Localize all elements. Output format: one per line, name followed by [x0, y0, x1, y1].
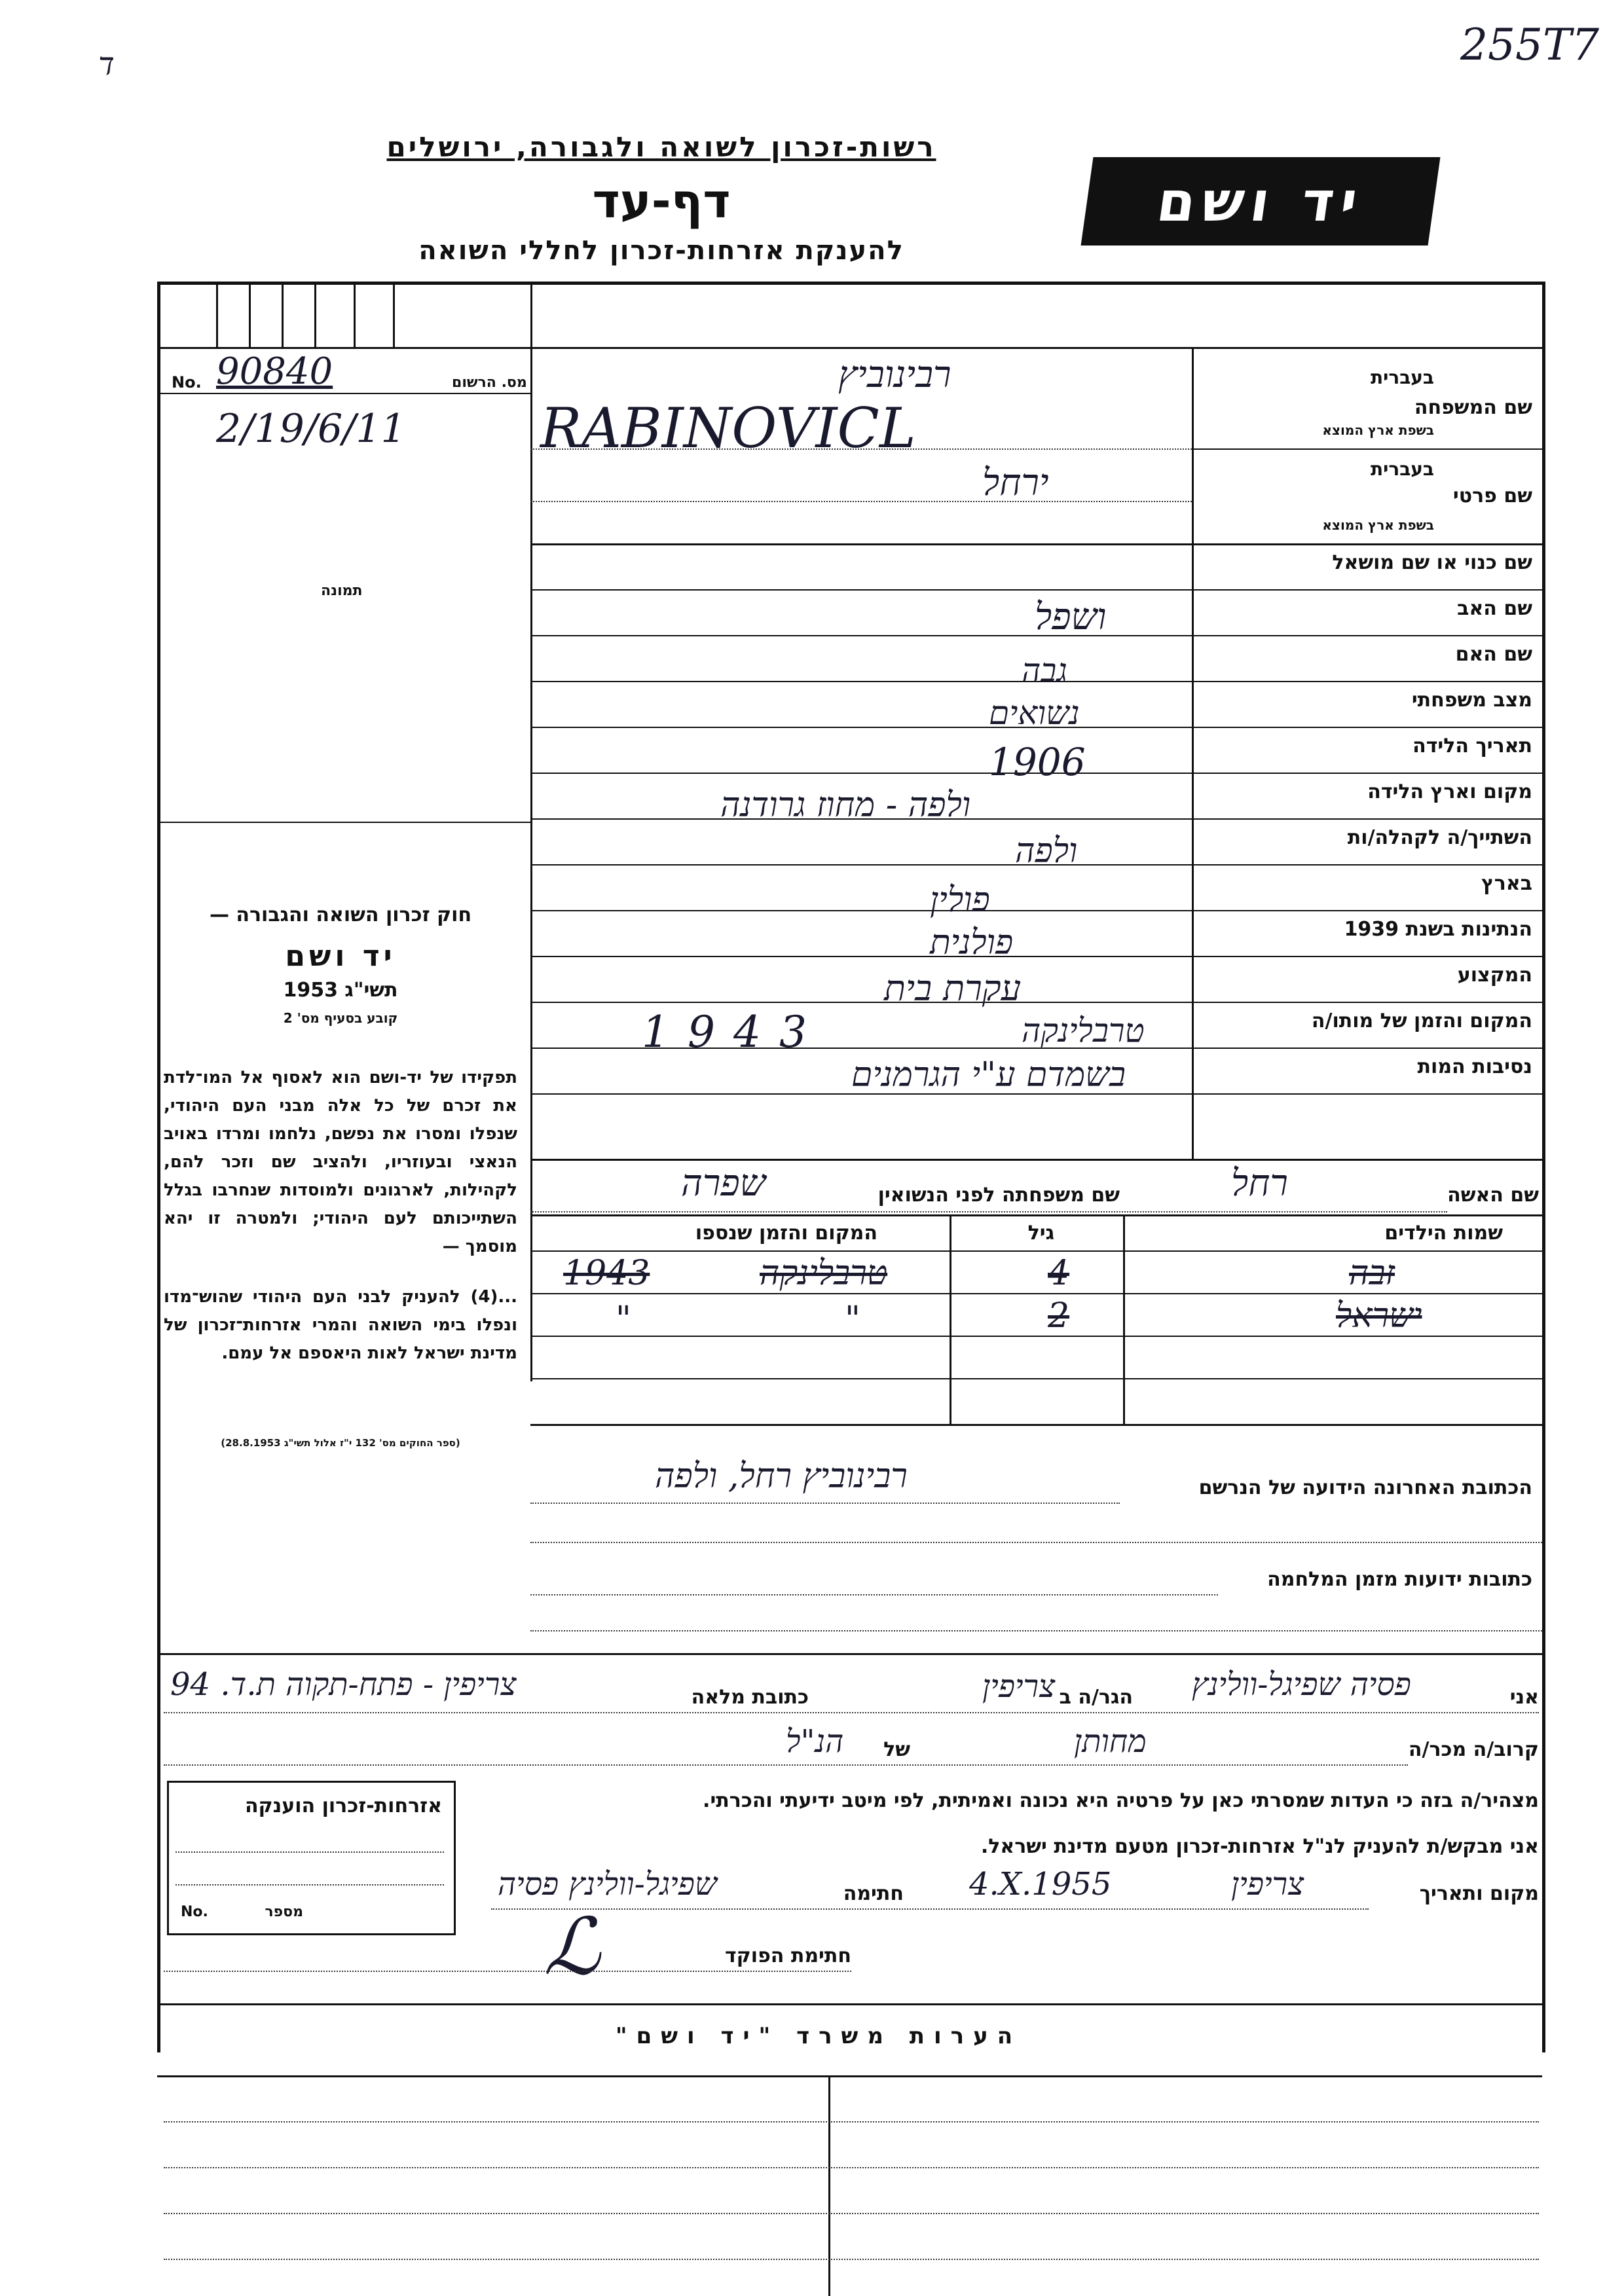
nickname-label: שם כנוי או שם מושאל — [1332, 551, 1532, 574]
yad-vashem-logo — [1081, 157, 1441, 246]
marital-value: נשואים — [989, 694, 1080, 732]
law-section: קובע בסעיף מס' 2 — [283, 1010, 398, 1026]
citizenship-box-title: אזרחות-זכרון הוענקה — [244, 1795, 442, 1817]
child-2-name: ישראל — [1336, 1296, 1422, 1336]
profession-label: המקצוע — [1457, 964, 1532, 987]
place-date-label: מקום ותאריך — [1419, 1882, 1539, 1905]
mother-label: שם האם — [1455, 643, 1532, 666]
registration-handwritten-code: 2/19/6/11 — [216, 406, 406, 452]
cause-value: בשמדם ע"י הגרמנים — [851, 1055, 1126, 1095]
cause-label: נסיבות המות — [1417, 1055, 1532, 1078]
community-label: השתייך/ה לקהלה/ות — [1347, 826, 1532, 849]
first-name-label: שם פרטי — [1452, 484, 1532, 507]
mother-value: גבה — [1022, 651, 1067, 689]
citizenship-label: הנתינות בשנת 1939 — [1344, 918, 1532, 941]
birthdate-value: 1906 — [989, 740, 1086, 784]
family-name-latin: RABINOVICL — [540, 396, 916, 460]
law-text-2: ...(4) להעניק לבני העם היהודי שהוש־מדו ונפלו בימי השואה והמרי אזרחות־זכרון של מדינת ישראל לאות היאספם אל עמם. — [164, 1287, 517, 1363]
relation-value: מחותן — [1074, 1723, 1147, 1760]
birthdate-label: תאריך הלידה — [1412, 735, 1532, 757]
date-value: 4.X.1955 — [969, 1866, 1112, 1903]
marital-label: מצב משפחתי — [1411, 689, 1532, 712]
relation-label: קרוב/ה מכר/ה — [1408, 1738, 1539, 1761]
last-address-label: הכתובת האחרונה הידועה של הנרשם — [1198, 1476, 1532, 1499]
law-name: יד ושם — [285, 939, 396, 973]
signature-label: חתימה — [843, 1882, 904, 1905]
declarant-name: פסיה שפיגל-וולינץ — [1192, 1666, 1411, 1703]
first-name-hebrew: ירחל — [982, 462, 1049, 504]
officer-signature-label: חתימת הפוקד — [725, 1944, 851, 1967]
children-names-header: שמות הילדים — [1384, 1222, 1503, 1245]
office-notes-title: הערות משרד "יד ושם" — [615, 2023, 1022, 2049]
country-value: פולין — [930, 881, 990, 920]
wife-value: רחל — [1231, 1162, 1288, 1205]
law-text-1: תפקידו של יד-ושם הוא לאסוף אל המו־לדת את זכרם של כל אלה מבני העם היהודי, שנפלו ומסרו את נפשם, נלחמו ומרדו באויב הנאצי ובעוזריו, ולהציב שם וזכר להם, לקהילות, לארגונים ולמוסדות שנחרבו בגלל השתייכותם לעם היהודי; ולמטרה זו יהא מוסמך — — [164, 1068, 517, 1256]
citizenship-box-number-label: מספר — [265, 1904, 303, 1920]
death-label: המקום והזמן של מותו/ה — [1311, 1010, 1532, 1032]
declaration-line-1: מצהיר/ה בזה כי העדות שמסרתי כאן על פרטיה היא נכונה ואמיתית, לפי מיטב ידיעתי והכרתי. — [703, 1789, 1539, 1812]
family-name-label: שם המשפחה — [1414, 396, 1532, 419]
father-label: שם האב — [1457, 597, 1532, 620]
declarant-address-label: כתובת מלאה — [691, 1686, 809, 1709]
child-1-place: טרבלינקה — [760, 1254, 888, 1293]
first-hebrew-label: בעברית — [1370, 458, 1434, 480]
of-label: של — [883, 1738, 910, 1761]
maiden-value: שפרה — [681, 1162, 766, 1205]
place-value: צריפין — [1231, 1866, 1304, 1903]
citizenship-box-no-label: No. — [181, 1904, 208, 1920]
declaration-line-2: אני מבקש/ת להעניק לנ"ל אזרחות-זכרון מטעם מדינת ישראל. — [980, 1835, 1539, 1858]
law-year: תשי"ג 1953 — [283, 979, 398, 1002]
birthplace-value: ולפה - מחוז גרודנה — [720, 786, 971, 825]
of-value: הנ"ל — [786, 1723, 844, 1760]
registration-label: מס. הרשום — [452, 374, 527, 391]
children-place-header: המקום והזמן שנספו — [695, 1222, 877, 1245]
family-hebrew-label: בעברית — [1370, 367, 1434, 388]
first-origin-lang-label: בשפת ארץ המוצא — [1322, 517, 1434, 533]
child-1-name: זבה — [1349, 1254, 1395, 1293]
citizenship-value: פולנית — [930, 923, 1014, 962]
citizenship-granted-box — [167, 1781, 456, 1935]
corner-mark: ד — [98, 46, 115, 82]
profession-value: עקרת בית — [884, 968, 1022, 1009]
birthplace-label: מקום וארץ הלידה — [1367, 780, 1532, 803]
last-address-value: רבינוביץ רחל, ולפה — [655, 1457, 908, 1496]
officer-signature-mark: ℒ — [544, 1902, 600, 1993]
registration-number: 90840 — [216, 350, 333, 393]
death-place: טרבלינקה — [1022, 1011, 1145, 1049]
father-value: ושפל — [1035, 596, 1107, 638]
child-2-year: " — [616, 1300, 631, 1339]
maiden-label: שם משפחתה לפני הנשואין — [877, 1184, 1120, 1207]
declarant-address-value: צריפין - פתח-תקוה ת.ד. 94 — [170, 1666, 517, 1703]
child-2-place: " — [845, 1300, 860, 1339]
law-title: חוק זכרון השואה והגבורה — — [209, 903, 472, 926]
child-2-age: 2 — [1048, 1296, 1070, 1336]
family-name-hebrew: רבינוביץ — [838, 354, 951, 396]
death-year: 1943 — [642, 1007, 825, 1057]
law-source: (ספר החוקים מס' 132 י"ז אלול תשי"ג 28.8.1953) — [221, 1437, 460, 1449]
war-address-label: כתובות ידועות מזמן המלחמה — [1267, 1568, 1532, 1591]
photo-label: תמונה — [321, 583, 363, 599]
child-1-age: 4 — [1048, 1254, 1070, 1293]
declarant-i-label: אני — [1509, 1686, 1539, 1709]
signature-value: שפיגל-וולינץ פסיה — [498, 1866, 717, 1903]
wife-label: שם האשה — [1447, 1184, 1539, 1207]
children-age-header: גיל — [1027, 1222, 1054, 1245]
archive-stamp-number: 255T7 — [1460, 20, 1599, 70]
authority-header: רשות-זכרון לשואה ולגבורה, ירושלים — [386, 131, 936, 163]
child-1-year: 1943 — [563, 1254, 650, 1293]
registration-no-label: No. — [172, 373, 202, 392]
family-origin-lang-label: בשפת ארץ המוצא — [1322, 422, 1434, 438]
form-title: דף-עד — [592, 173, 731, 228]
country-label: בארץ — [1481, 872, 1532, 895]
logo-text: יד ושם — [1153, 169, 1369, 234]
community-value: ולפה — [1015, 831, 1078, 871]
declarant-resides-label: הגר/ה ב — [1059, 1686, 1133, 1709]
declarant-resides-value: צריפין — [982, 1668, 1056, 1705]
form-subtitle: להענקת אזרחות-זכרון לחללי השואה — [418, 236, 904, 266]
